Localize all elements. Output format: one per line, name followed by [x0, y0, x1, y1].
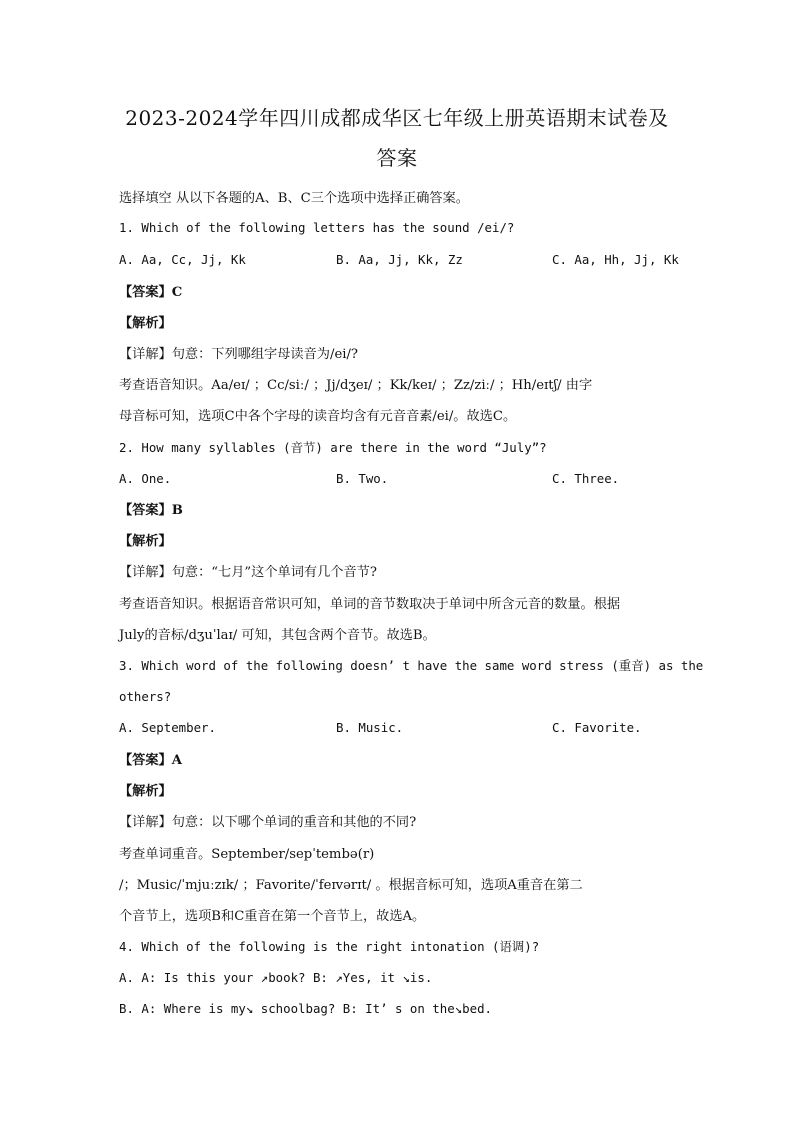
question-1-analysis-label: 【解析】 — [119, 316, 172, 331]
question-3-explain-line-2: /；Music/ˈmjuːzɪk/ ；Favorite/ˈfeɪvərɪt/ 。根据音标可知，选项A重音在第二 — [119, 878, 583, 893]
question-1-stem: 1. Which of the following letters has the sound /ei/? — [119, 220, 515, 235]
question-1-option-c: C. Aa, Hh, Jj, Kk — [552, 252, 679, 267]
question-3-stem-line-1: 3. Which word of the following doesn’ t have the same word stress (重音) as the — [119, 658, 704, 673]
question-2-stem: 2. How many syllables (音节) are there in the word “July”? — [119, 440, 547, 455]
question-1-detail: 【详解】句意：下列哪组字母读音为/ei/? — [119, 347, 358, 362]
question-4-option-b: B. A: Where is my↘ schoolbag? B: It’ s on the↘bed. — [119, 1001, 492, 1016]
question-3-option-c: C. Favorite. — [552, 720, 642, 735]
question-2-option-a: A. One. — [119, 471, 172, 486]
question-3-analysis-label: 【解析】 — [119, 784, 172, 799]
question-2-analysis-label: 【解析】 — [119, 534, 172, 549]
question-2-detail: 【详解】句意：“七月”这个单词有几个音节? — [119, 565, 377, 580]
question-2-option-b: B. Two. — [336, 471, 389, 486]
question-3-answer: 【答案】A — [119, 753, 182, 768]
question-1-explain-line-2: 母音标可知，选项C中各个字母的读音均含有元音音素/ei/。故选C。 — [119, 409, 517, 424]
instructions: 选择填空 从以下各题的A、B、C三个选项中选择正确答案。 — [119, 191, 469, 206]
question-4-option-a: A. A: Is this your ↗book? B: ↗Yes, it ↘is. — [119, 970, 433, 985]
question-1-answer: 【答案】C — [119, 285, 183, 300]
question-3-option-a: A. September. — [119, 720, 216, 735]
question-1-option-a: A. Aa, Cc, Jj, Kk — [119, 252, 246, 267]
question-2-explain-line-1: 考查语音知识。根据语音常识可知，单词的音节数取决于单词中所含元音的数量。根据 — [119, 597, 621, 612]
page-title-line-1: 2023-2024学年四川成都成华区七年级上册英语期末试卷及 — [125, 106, 669, 130]
question-1-option-b: B. Aa, Jj, Kk, Zz — [336, 252, 463, 267]
question-4-stem: 4. Which of the following is the right intonation (语调)? — [119, 939, 540, 954]
question-1-explain-line-1: 考查语音知识。Aa/eɪ/ ；Cc/siː/ ；Jj/dʒeɪ/ ；Kk/keɪ/ ；Zz/ziː/ ；Hh/eɪtʃ/ 由字 — [119, 378, 593, 393]
question-2-option-c: C. Three. — [552, 471, 620, 486]
question-3-detail: 【详解】句意：以下哪个单词的重音和其他的不同? — [119, 815, 417, 830]
question-3-option-b: B. Music. — [336, 720, 404, 735]
question-3-explain-line-1: 考查单词重音。September/sepˈtembə(r) — [119, 847, 375, 862]
question-3-explain-line-3: 个音节上，选项B和C重音在第一个音节上，故选A。 — [119, 909, 426, 924]
question-2-answer: 【答案】B — [119, 503, 183, 518]
question-2-explain-line-2: July的音标/dʒuˈlaɪ/ 可知，其包含两个音节。故选B。 — [119, 628, 436, 643]
page-title-line-2: 答案 — [376, 146, 418, 170]
question-3-stem-line-2: others? — [119, 689, 172, 704]
